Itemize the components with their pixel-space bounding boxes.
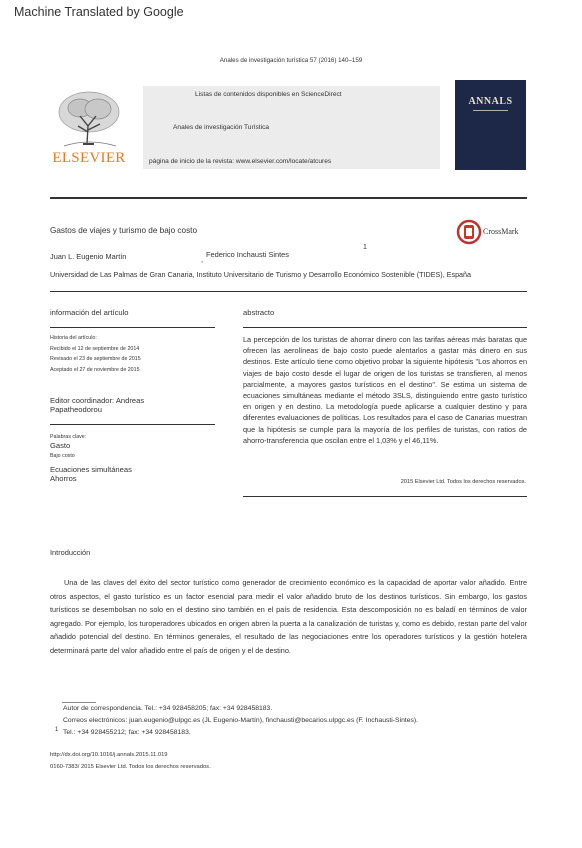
journal-cover bbox=[455, 80, 526, 170]
accepted-date: Aceptado el 27 de noviembre de 2015 bbox=[50, 367, 140, 373]
abstract-heading: abstracto bbox=[243, 308, 275, 317]
keyword-3: Ecuaciones simultáneas bbox=[50, 465, 132, 474]
machine-translated-banner: Machine Translated by Google bbox=[14, 5, 184, 19]
cover-divider bbox=[473, 110, 508, 111]
history-label: Historia del artículo: bbox=[50, 335, 97, 341]
footnote-mark-1: 1 bbox=[55, 727, 59, 733]
journal-citation: Anales de investigación turística 57 (2016) 140–159 bbox=[219, 57, 363, 64]
abstract-text: La percepción de los turistas de ahorrar dinero con las tarifas aéreas más baratas que ofrecen las aerolíneas de bajo costo puede alentarlos a gastar más dinero en sus destinos. Este artículo tiene como objetivo probar la siguiente hipótesis "Los ahorros en viajes de bajo costo desde el lugar de origen de los turistas se transfieren, al menos parcialmente, a mayores gastos turísticos en el destino". Se estima un sistema de ecuaciones simultáneas mediante el método 3SLS, distinguiendo entre gasto turístico en origen y en destino. La metodología puede aplicarse a cualquier destino y para diferentes evaluaciones de políticas. Los resultados para el caso de Canarias muestran que la hipótesis se cumple para la mayoría de los perfiles de turistas, con ratios de ahorro-transferencia que oscilan entre el 1,03% y el 46,11%. bbox=[243, 335, 527, 445]
elsevier-logo bbox=[50, 86, 128, 170]
keyword-1: Gasto bbox=[50, 441, 71, 450]
affiliation-rule bbox=[50, 291, 527, 292]
coordinating-editor: Editor coordinador: Andreas bbox=[50, 396, 145, 405]
contents-line: Listas de contenidos disponibles en ScienceDirect bbox=[195, 91, 342, 98]
article-title: Gastos de viajes y turismo de bajo costo bbox=[50, 226, 197, 235]
article-info-heading: información del artículo bbox=[50, 308, 129, 317]
corresponding-author-note: Autor de correspondencia. Tel.: +34 928458205; fax: +34 928458183. bbox=[63, 705, 273, 712]
info-rule bbox=[50, 327, 215, 328]
journal-homepage-link[interactable]: página de inicio de la revista: www.elsevier.com/locate/atcures bbox=[149, 158, 332, 165]
author-separator: , bbox=[201, 255, 204, 264]
cover-title: ANNALS bbox=[468, 96, 513, 107]
received-date: Recibido el 12 de septiembre de 2014 bbox=[50, 346, 140, 352]
header-rule bbox=[50, 197, 527, 199]
author-2: Federico Inchausti Sintes bbox=[206, 250, 289, 259]
keyword-2: Bajo costo bbox=[50, 453, 75, 459]
publisher-wordmark: ELSEVIER bbox=[52, 150, 126, 166]
crossmark-icon bbox=[456, 219, 482, 247]
coordinating-editor-name: Papatheodorou bbox=[50, 405, 102, 414]
abstract-copyright: 2015 Elsevier Ltd. Todos los derechos reservados. bbox=[400, 479, 526, 485]
abstract-end-rule bbox=[243, 496, 527, 497]
keywords-label: Palabras clave: bbox=[50, 434, 87, 440]
keywords-rule bbox=[50, 424, 215, 425]
keyword-4: Ahorros bbox=[50, 474, 77, 483]
author-2-footnote-mark: 1 bbox=[363, 244, 367, 251]
introduction-paragraph: Una de las claves del éxito del sector turístico como generador de crecimiento económico es la capacidad de aportar valor añadido. Entre otros aspectos, el gasto turístico es un factor esencial para medir el valor añadido bruto de los destinos turísticos. Sin embargo, los gastos turísticos se desembolsan no solo en el destino sino también en el país de residencia. Esta descomposición no es baladí en términos de valor agregado. Por ejemplo, los turoperadores ubicados en origen abren la puerta a la canalización de turistas y, como es debido, restan parte del valor añadido potencial del destino. En términos generales, el resultado de las negociaciones entre los operadores turísticos y la gestión hotelera determinará parte del valor añadido entre el país de origen y el de destino. bbox=[50, 578, 527, 655]
crossmark-label: CrossMark bbox=[483, 227, 519, 236]
journal-header-box bbox=[143, 86, 440, 169]
issn-copyright: 0160-7383/ 2015 Elsevier Ltd. Todos los derechos reservados. bbox=[50, 764, 211, 770]
author-2-contact-note: Tel.: +34 928455212; fax: +34 928458183. bbox=[63, 729, 191, 736]
revised-date: Revisado el 23 de septiembre de 2015 bbox=[50, 356, 141, 362]
journal-name: Anales de investigación Turística bbox=[173, 124, 270, 131]
introduction-heading: Introducción bbox=[50, 548, 91, 557]
abstract-rule bbox=[243, 327, 527, 328]
crossmark-badge[interactable] bbox=[456, 219, 526, 247]
email-note: Correos electrónicos: juan.eugenio@ulpgc.es (JL Eugenio-Martín), finchausti@becarios.ulpgc.es (F. Inchausti-Sintes). bbox=[63, 717, 419, 724]
elsevier-tree-icon bbox=[50, 86, 128, 150]
doi-link[interactable]: http://dx.doi.org/10.1016/j.annals.2015.11.019 bbox=[50, 752, 168, 758]
footnote-rule bbox=[62, 702, 96, 703]
affiliation: Universidad de Las Palmas de Gran Canaria, Instituto Universitario de Turismo y Desarrollo Económico Sostenible (TIDES), España bbox=[50, 270, 472, 279]
author-1: Juan L. Eugenio Martín bbox=[50, 252, 127, 261]
